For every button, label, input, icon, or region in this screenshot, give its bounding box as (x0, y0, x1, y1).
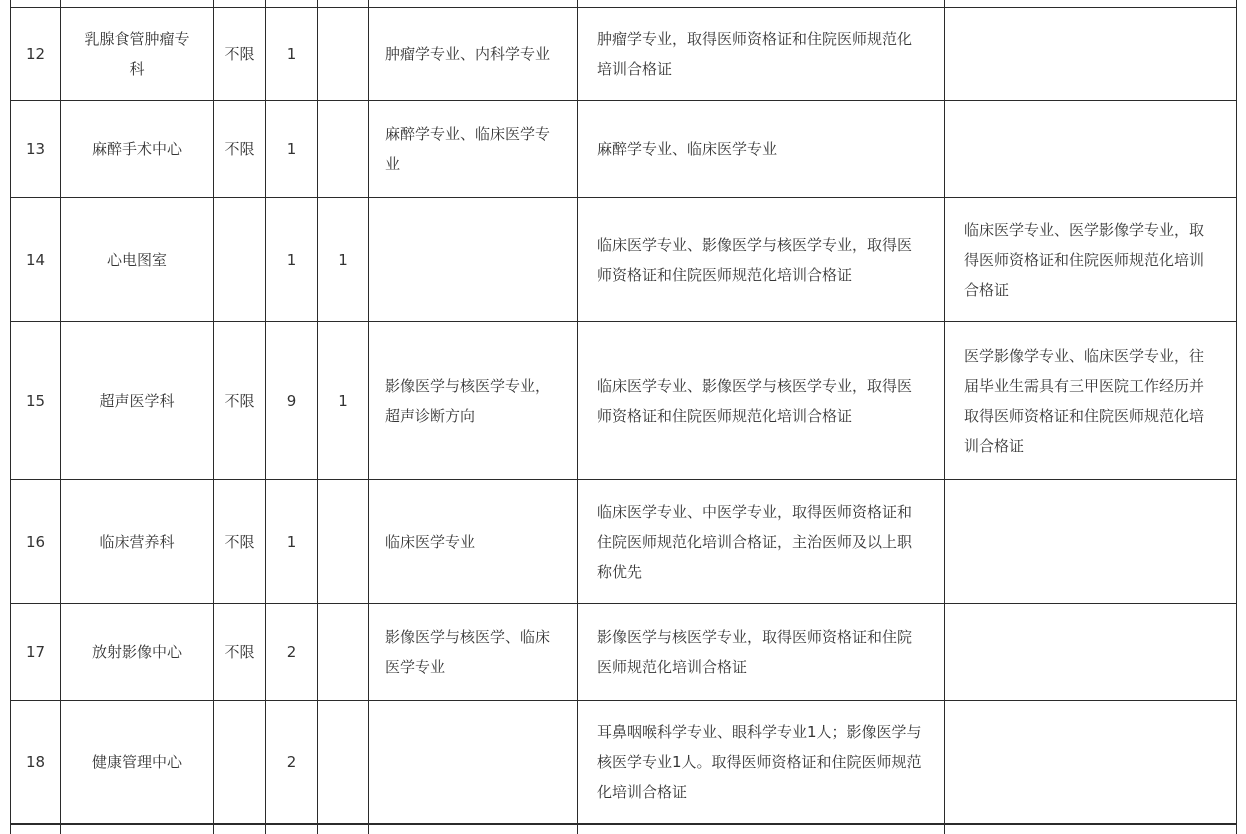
cell-count-a: 1 (266, 480, 318, 604)
cell-seq: 18 (11, 701, 61, 824)
cell-requirement: 肿瘤学专业，取得医师资格证和住院医师规范化培训合格证 (578, 8, 945, 101)
cell-count-b (318, 101, 369, 198)
cell-count-a: 1 (266, 198, 318, 322)
cell-requirement: 耳鼻咽喉科学专业、眼科学专业1人；影像医学与核医学专业1人。取得医师资格证和住院医师规范化培训合格证 (578, 701, 945, 824)
cell-count-a (266, 0, 318, 8)
cell-education: 不限 (214, 480, 266, 604)
cell-major: 麻醉学专业、临床医学专业 (369, 101, 578, 198)
cell-department: 健康管理中心 (61, 701, 214, 824)
cell-seq: 13 (11, 101, 61, 198)
cell-department (61, 824, 214, 834)
cell-count-a (266, 824, 318, 834)
cell-department (61, 0, 214, 8)
cell-seq: 17 (11, 604, 61, 701)
cell-seq: 14 (11, 198, 61, 322)
cell-seq (11, 824, 61, 834)
cell-count-b (318, 604, 369, 701)
cell-requirement: 临床医学专业、影像医学与核医学专业，取得医师资格证和住院医师规范化培训合格证 (578, 198, 945, 322)
cell-note (945, 101, 1237, 198)
cell-education: 不限 (214, 101, 266, 198)
cell-education: 不限 (214, 322, 266, 480)
cell-note (945, 480, 1237, 604)
cell-requirement: 麻醉学专业、临床医学专业 (578, 101, 945, 198)
cell-major (369, 824, 578, 834)
cell-requirement: 影像医学与核医学专业，取得医师资格证和住院医师规范化培训合格证 (578, 604, 945, 701)
cell-education (214, 0, 266, 8)
cell-education (214, 701, 266, 824)
cell-requirement: 临床医学专业、影像医学与核医学专业，取得医师资格证和住院医师规范化培训合格证 (578, 322, 945, 480)
cell-major: 肿瘤学专业、内科学专业 (369, 8, 578, 101)
recruitment-positions-table (10, 0, 1237, 834)
cell-count-b (318, 824, 369, 834)
table-row (11, 604, 1237, 701)
table-row (11, 198, 1237, 322)
cell-education (214, 824, 266, 834)
cell-major: 临床医学专业 (369, 480, 578, 604)
cell-note (945, 701, 1237, 824)
cell-requirement: 临床医学专业、中医学专业，取得医师资格证和住院医师规范化培训合格证，主治医师及以上职称优先 (578, 480, 945, 604)
cell-seq: 16 (11, 480, 61, 604)
cell-major (369, 0, 578, 8)
cell-department: 临床营养科 (61, 480, 214, 604)
table-row (11, 101, 1237, 198)
table-row (11, 322, 1237, 480)
cell-department: 超声医学科 (61, 322, 214, 480)
cell-note (945, 8, 1237, 101)
cell-major (369, 701, 578, 824)
cell-count-b (318, 8, 369, 101)
cell-count-a: 9 (266, 322, 318, 480)
table-row-partial-top (11, 0, 1237, 8)
table-row-partial-bottom (11, 824, 1237, 834)
cell-count-a: 1 (266, 8, 318, 101)
cell-count-b (318, 701, 369, 824)
cell-seq: 15 (11, 322, 61, 480)
cell-count-b (318, 0, 369, 8)
table-row (11, 8, 1237, 101)
cell-department: 放射影像中心 (61, 604, 214, 701)
cell-note: 临床医学专业、医学影像学专业，取得医师资格证和住院医师规范化培训合格证 (945, 198, 1237, 322)
cell-note: 医学影像学专业、临床医学专业，往届毕业生需具有三甲医院工作经历并取得医师资格证和住院医师规范化培训合格证 (945, 322, 1237, 480)
cell-department: 心电图室 (61, 198, 214, 322)
cell-requirement (578, 824, 945, 834)
cell-requirement (578, 0, 945, 8)
cell-note (945, 604, 1237, 701)
cell-note (945, 824, 1237, 834)
cell-education: 不限 (214, 604, 266, 701)
cell-major: 影像医学与核医学、临床医学专业 (369, 604, 578, 701)
cell-count-a: 2 (266, 701, 318, 824)
cell-major: 影像医学与核医学专业，超声诊断方向 (369, 322, 578, 480)
cell-count-b: 1 (318, 322, 369, 480)
cell-department: 乳腺食管肿瘤专科 (61, 8, 214, 101)
cell-count-b: 1 (318, 198, 369, 322)
table-row (11, 701, 1237, 824)
cell-department: 麻醉手术中心 (61, 101, 214, 198)
cell-major (369, 198, 578, 322)
table-row (11, 480, 1237, 604)
cell-note (945, 0, 1237, 8)
cell-count-a: 1 (266, 101, 318, 198)
cell-count-b (318, 480, 369, 604)
cell-education (214, 198, 266, 322)
cell-education: 不限 (214, 8, 266, 101)
cell-seq: 12 (11, 8, 61, 101)
cell-count-a: 2 (266, 604, 318, 701)
cell-seq (11, 0, 61, 8)
